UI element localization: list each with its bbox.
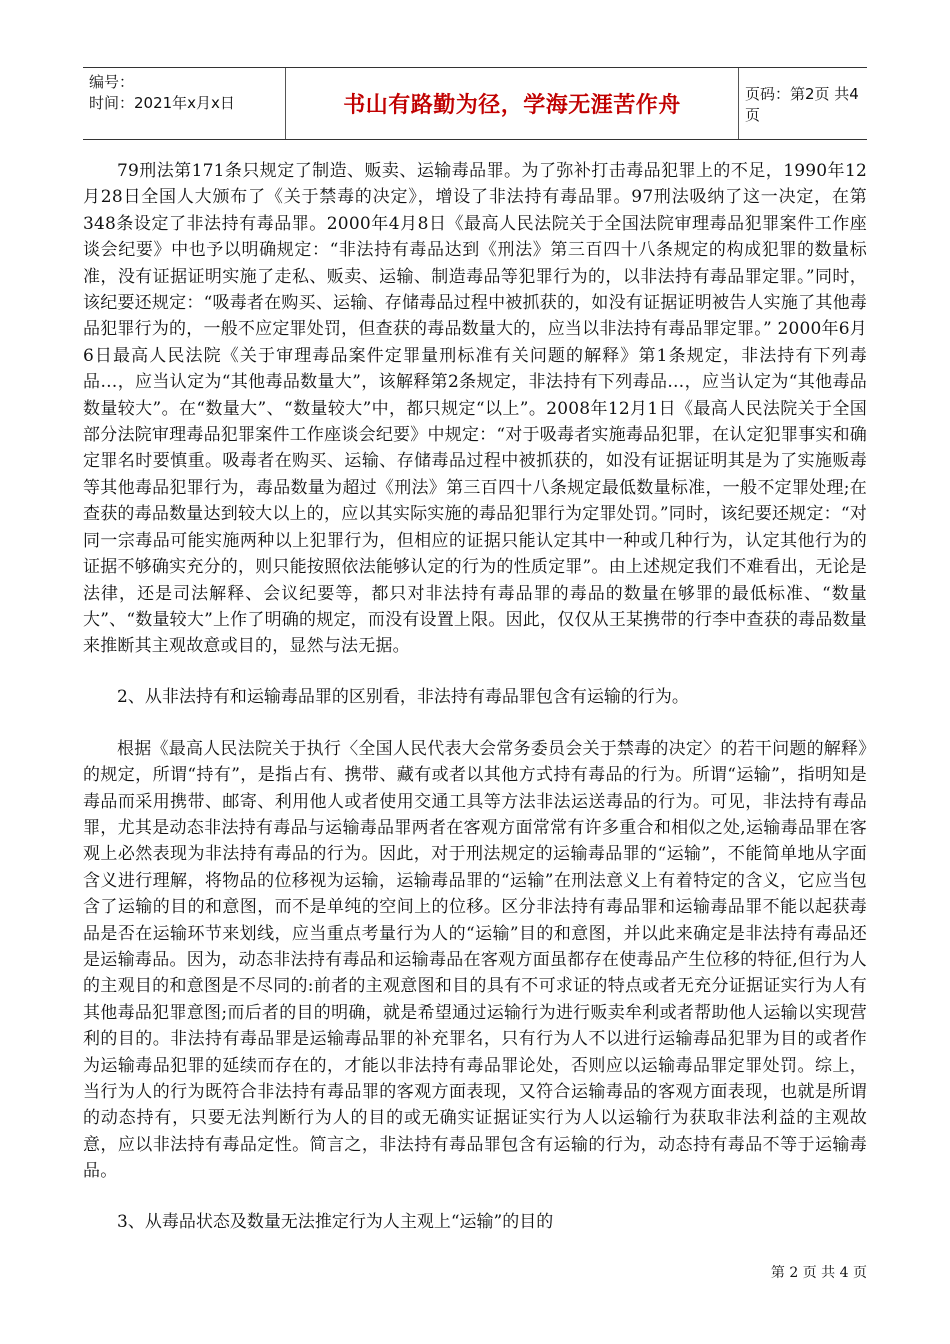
section-heading-3: 3、从毒品状态及数量无法推定行为人主观上“运输”的目的 [117,1211,554,1232]
page-number-info: 页码：第2页 共4页 [745,84,859,124]
paragraph-1: 79刑法第171条只规定了制造、贩卖、运输毒品罪。为了弥补打击毒品犯罪上的不足，1990年12月28日全国人大颁布了《关于禁毒的决定》，增设了非法持有毒品罪。97刑法吸纳了这一决定，在第348条设定了非法持有毒品罪。2000年4月8日《最高人民法院关于全国法院审理毒品犯罪案件工作座谈会纪要》中也予以明确规定：“非法持有毒品达到《刑法》第三百四十八条规定的构成犯罪的数量标准，没有证据证明实施了走私、贩卖、运输、制造毒品等犯罪行为的，以非法持有毒品罪定罪。”同时，该纪要还规定：“吸毒者在购买、运输、存储毒品过程中被抓获的，如没有证据证明被告人实施了其他毒品犯罪行为的，一般不应定罪处罚，但查获的毒品数量大的，应当以非法持有毒品罪定罪。” 2000年6月6日最高人民法院《关于审理毒品案件定罪量刑标准有关问题的解释》第1条规定，非法持有下列毒品…，应当认定为“其他毒品数量大”，该解释第2条规定，非法持有下列毒品…，应当认定为“其他毒品数量较大”。在“数量大”、“数量较大”中，都只规定“以上”。2008年12月1日《最高人民法院关于全国部分法院审理毒品犯罪案件工作座谈会纪要》中规定：“对于吸毒者实施毒品犯罪，在认定犯罪事实和确定罪名时要慎重。吸毒者在购买、运输、存储毒品过程中被抓获的，如没有证据证明其是为了实施贩毒等其他毒品犯罪行为，毒品数量为超过《刑法》第三百四十八条规定最低数量标准，一般不定罪处理;在查获的毒品数量达到较大以上的，应以其实际实施的毒品犯罪行为定罪处罚。”同时，该纪要还规定：“对同一宗毒品可能实施两种以上犯罪行为，但相应的证据只能认定其中一种或几种行为，认定其他行为的证据不够确实充分的，则只能按照依法能够认定的行为的性质定罪”。由上述规定我们不难看出，无论是法律，还是司法解释、会议纪要等，都只对非法持有毒品罪的毒品的数量在够罪的最低标准、“数量大”、“数量较大”上作了明确的规定，而没有设置上限。因此，仅仅从王某携带的行李中查获的毒品数量来推断其主观故意或目的，显然与法无据。 [83,161,867,657]
motto-text: 书山有路勤为径，学海无涯苦作舟 [343,93,681,118]
section-heading-2: 2、从非法持有和运输毒品罪的区别看，非法持有毒品罪包含有运输的行为。 [117,686,689,707]
header-meta-cell [83,68,285,139]
document-time-label: 时间：2021年x月x日 [89,94,235,112]
document-number-label: 编号： [89,73,135,91]
document-body [83,158,867,1261]
page-header [83,67,867,140]
header-motto-cell [285,68,739,139]
header-page-cell [737,68,867,139]
page-footer: 第 2 页 共 4 页 [770,1265,867,1281]
paragraph-2: 根据《最高人民法院关于执行〈全国人民代表大会常务委员会关于禁毒的决定〉的若干问题的解释》的规定，所谓“持有”，是指占有、携带、藏有或者以其他方式持有毒品的行为。所谓“运输”，指明知是毒品而采用携带、邮寄、利用他人或者使用交通工具等方法非法运送毒品的行为。可见，非法持有毒品罪，尤其是动态非法持有毒品与运输毒品罪两者在客观方面常常有许多重合和相似之处,运输毒品罪在客观上必然表现为非法持有毒品的行为。因此，对于刑法规定的运输毒品罪的“运输”，不能简单地从字面含义进行理解，将物品的位移视为运输，运输毒品罪的“运输”在刑法意义上有着特定的含义，它应当包含了运输的目的和意图，而不是单纯的空间上的位移。区分非法持有毒品罪和运输毒品罪不能以起获毒品是否在运输环节来划线，应当重点考量行为人的“运输”目的和意图，并以此来确定是非法持有毒品还是运输毒品。因为，动态非法持有毒品和运输毒品在客观方面虽都存在使毒品产生位移的特征,但行为人的主观目的和意图是不尽同的:前者的主观意图和目的具有不可求证的特点或者无充分证据证实行为人有其他毒品犯罪意图;而后者的目的明确，就是希望通过运输行为进行贩卖牟利或者帮助他人运输以实现营利的目的。非法持有毒品罪是运输毒品罪的补充罪名，只有行为人不以进行运输毒品犯罪为目的或者作为运输毒品犯罪的延续而存在的，才能以非法持有毒品罪论处，否则应以运输毒品罪定罪处罚。综上，当行为人的行为既符合非法持有毒品罪的客观方面表现，又符合运输毒品的客观方面表现，也就是所谓的动态持有，只要无法判断行为人的目的或无确实证据证实行为人以运输行为获取非法利益的主观故意，应以非法持有毒品定性。简言之，非法持有毒品罪包含有运输的行为，动态持有毒品不等于运输毒品。 [83,738,867,1182]
